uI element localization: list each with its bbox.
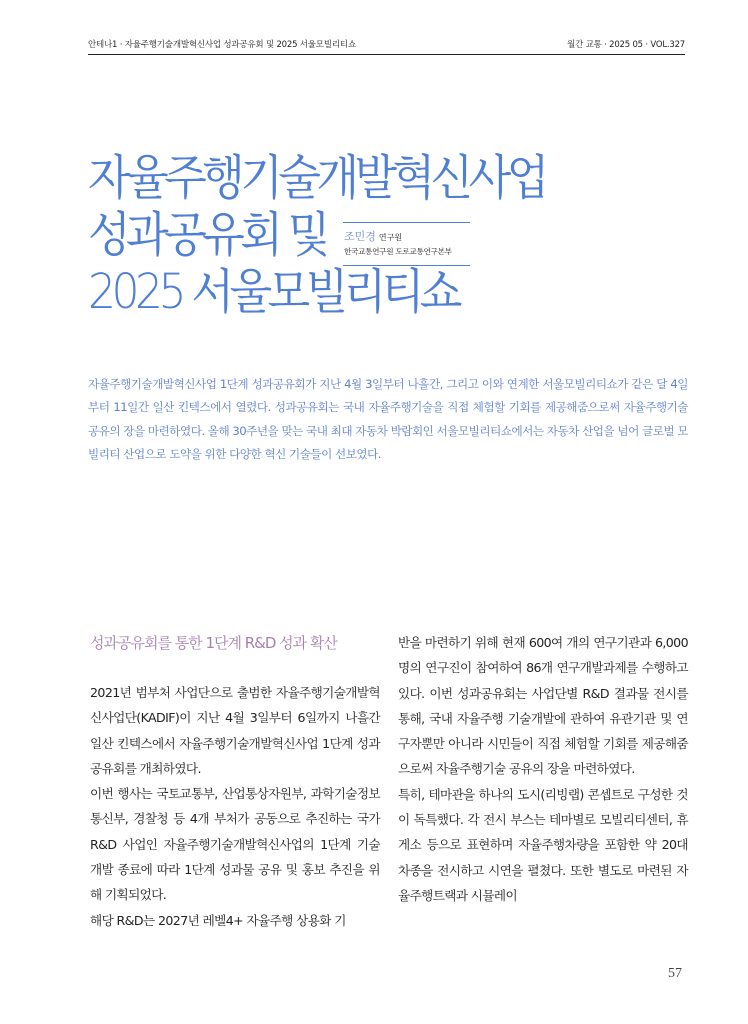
lead-paragraph: 자율주행기술개발혁신사업 1단계 성과공유회가 지난 4월 3일부터 나흘간, 그리고 이와 연계한 서울모빌리티쇼가 같은 달 4일부터 11일간 일산 킨텍스에서 열렸다. 성과공유회는 국내 자율주행기술을 직접 체험할 기회를 제공해줌으로써 자율주행기술 공유의 장을 마련하였다. 올해 30주년을 맞는 국내 최대 자동차 박람회인 서울모빌리티쇼에서는 자동차 산업을 넘어 글로벌 모빌리티 산업으로 도약을 위한 다양한 혁신 기술들이 선보였다. [88, 377, 688, 461]
page-number: 57 [668, 966, 682, 981]
author-byline [343, 222, 470, 266]
title-line-2: 성과공유회 및 [88, 207, 326, 263]
body-paragraph: 반을 마련하기 위해 현재 600여 개의 연구기관과 6,000명의 연구진이 참여하여 86개 연구개발과제를 수행하고 있다. 이번 성과공유회는 사업단별 R&D 결과물 전시를 통해, 국내 자율주행 기술개발에 관하여 유관기관 및 연구자뿐만 아니라 시민들이 직접 체험할 기회를 제공해줌으로써 자율주행기술 공유의 장을 마련하였다. [398, 635, 688, 777]
body-paragraph: 특히, 테마관을 하나의 도시(리빙랩) 콘셉트로 구성한 것이 독특했다. 각 전시 부스는 테마별로 모빌리티센터, 휴게소 등으로 표현하며 자율주행차량을 포함한 약 20대 차종을 전시하고 시연을 펼쳤다. 또한 별도로 마련된 자율주행트랙과 시뮬레이 [398, 786, 688, 903]
body-paragraph: 2021년 범부처 사업단으로 출범한 자율주행기술개발혁신사업단(KADIF)이 지난 4월 3일부터 6일까지 나흘간 일산 킨텍스에서 자율주행기술개발혁신사업 1단계 성과공유회를 개최하였다. [90, 685, 380, 776]
author-organization: 한국교통연구원 도로교통연구본부 [344, 247, 452, 256]
body-paragraph: 이번 행사는 국토교통부, 산업통상자원부, 과학기술정보통신부, 경찰청 등 4개 부처가 공동으로 추진하는 국가 R&D 사업인 자율주행기술개발혁신사업의 1단계 기술개발 종료에 따라 1단계 성과물 공유 및 홍보 추진을 위해 기획되었다. [90, 786, 380, 903]
author-role: 연구원 [378, 233, 403, 242]
running-header-section: 안테나1 · 자율주행기술개발혁신사업 성과공유회 및 2025 서울모빌리티쇼 [88, 40, 356, 50]
title-line-3: 2025 서울모빌리티쇼 [88, 264, 458, 320]
author-name-row [344, 228, 402, 244]
body-column-left [90, 680, 380, 933]
author-name: 조민경 [344, 230, 376, 243]
article-title [88, 150, 584, 321]
title-line-1: 자율주행기술개발혁신사업 [88, 150, 545, 206]
running-header [88, 36, 685, 55]
section-heading: 성과공유회를 통한 1단계 R&D 성과 확산 [90, 634, 337, 652]
running-header-issue: 월간 교통 · 2025 05 · VOL.327 [567, 40, 685, 50]
body-column-right [398, 630, 688, 908]
body-paragraph: 해당 R&D는 2027년 레벨4+ 자율주행 상용화 기 [90, 912, 346, 928]
